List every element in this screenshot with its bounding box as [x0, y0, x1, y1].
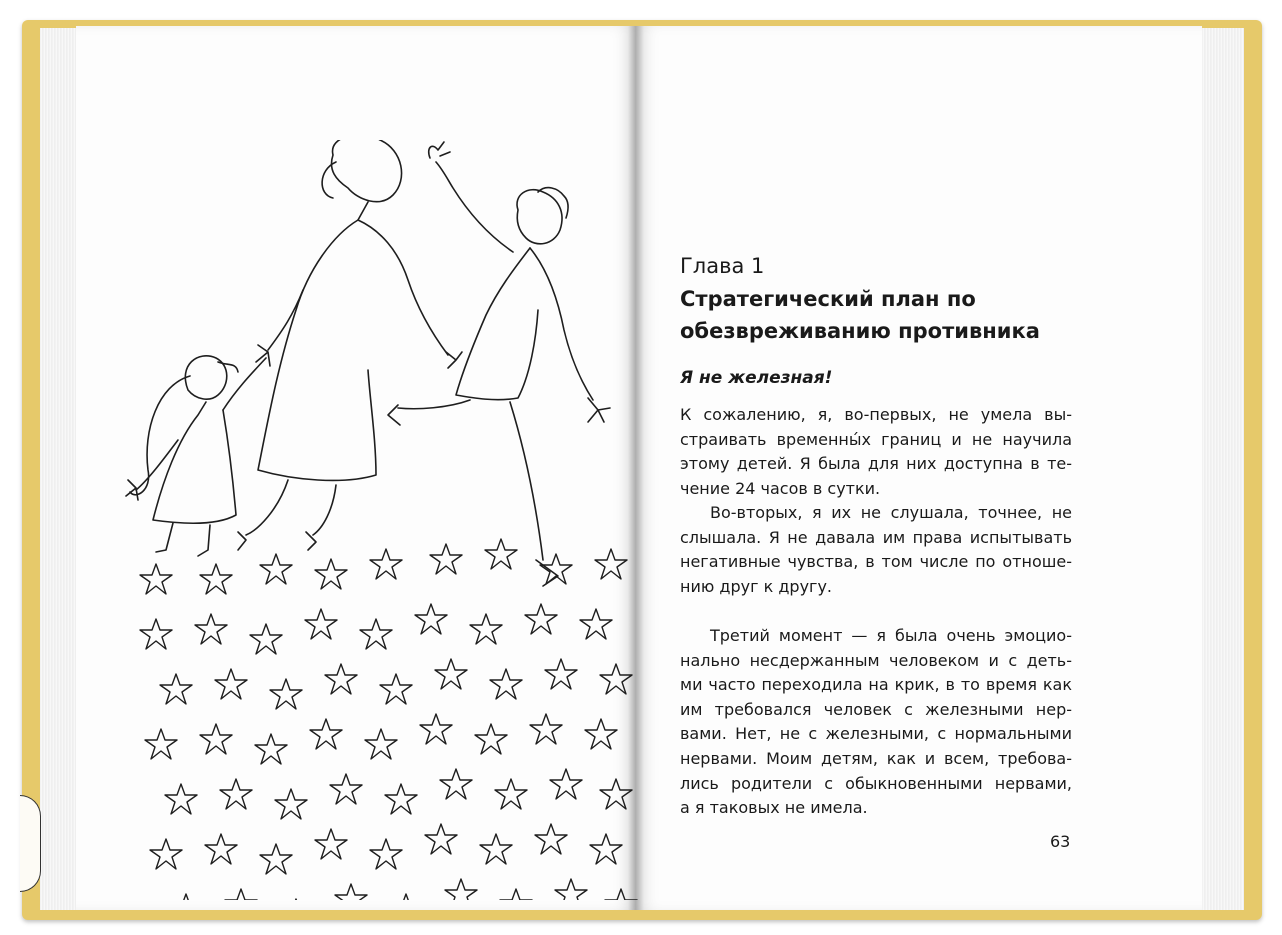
left-page-edges: [40, 28, 80, 910]
paragraph-line: лись родители с обыкновенными нервами,: [680, 773, 1072, 793]
paragraph-line: Во-вторых, я их не слушала, точнее, не: [710, 503, 1072, 522]
paragraph-line: страивать временны́х границ и не научила: [680, 429, 1072, 449]
family-illustration: [118, 140, 638, 900]
paragraph-line: им требовался человек с железными нер-: [680, 699, 1072, 719]
paragraph-line: К сожалению, я, во-первых, не умела вы-: [680, 405, 1072, 424]
paragraph-line: нию друг к другу.: [680, 576, 832, 596]
paragraph-3: [680, 624, 1072, 821]
paragraph-line: слышала. Я не давала им права испытывать: [680, 527, 1072, 547]
paragraph-line: ми часто переходила на крик, в то время как: [680, 675, 1072, 695]
child-figure: [126, 356, 266, 556]
paragraph-line: нервами. Моим детям, как и всем, требова-: [680, 748, 1072, 768]
paragraph-2: [680, 501, 1072, 599]
paragraph-line: нально несдержанным человеком и с деть-: [680, 650, 1072, 670]
father-figure: [388, 142, 610, 586]
mother-figure: [238, 140, 462, 550]
right-page-edges: [1196, 28, 1244, 910]
paragraph-line: вами. Нет, не с железными, с нормальными: [680, 724, 1072, 744]
chapter-title: Стратегический план по обезвреживанию противника: [680, 287, 1040, 343]
paragraph-line: Третий момент — я была очень эмоцио-: [710, 626, 1072, 645]
cover-corner-decoration: [20, 795, 41, 892]
paragraph-1: [680, 403, 1072, 501]
stars-field: [140, 539, 637, 900]
paragraph-line: чение 24 часов в сутки.: [680, 478, 881, 498]
paragraph-line: негативные чувства, в том числе по отноше-: [680, 552, 1072, 572]
paragraph-line: этому детей. Я была для них доступна в те-: [680, 454, 1072, 474]
paragraph-line: а я таковых не имела.: [680, 798, 868, 818]
section-title: Я не железная!: [680, 368, 833, 388]
page-number: 63: [1050, 832, 1071, 851]
chapter-label: Глава 1: [680, 254, 765, 278]
